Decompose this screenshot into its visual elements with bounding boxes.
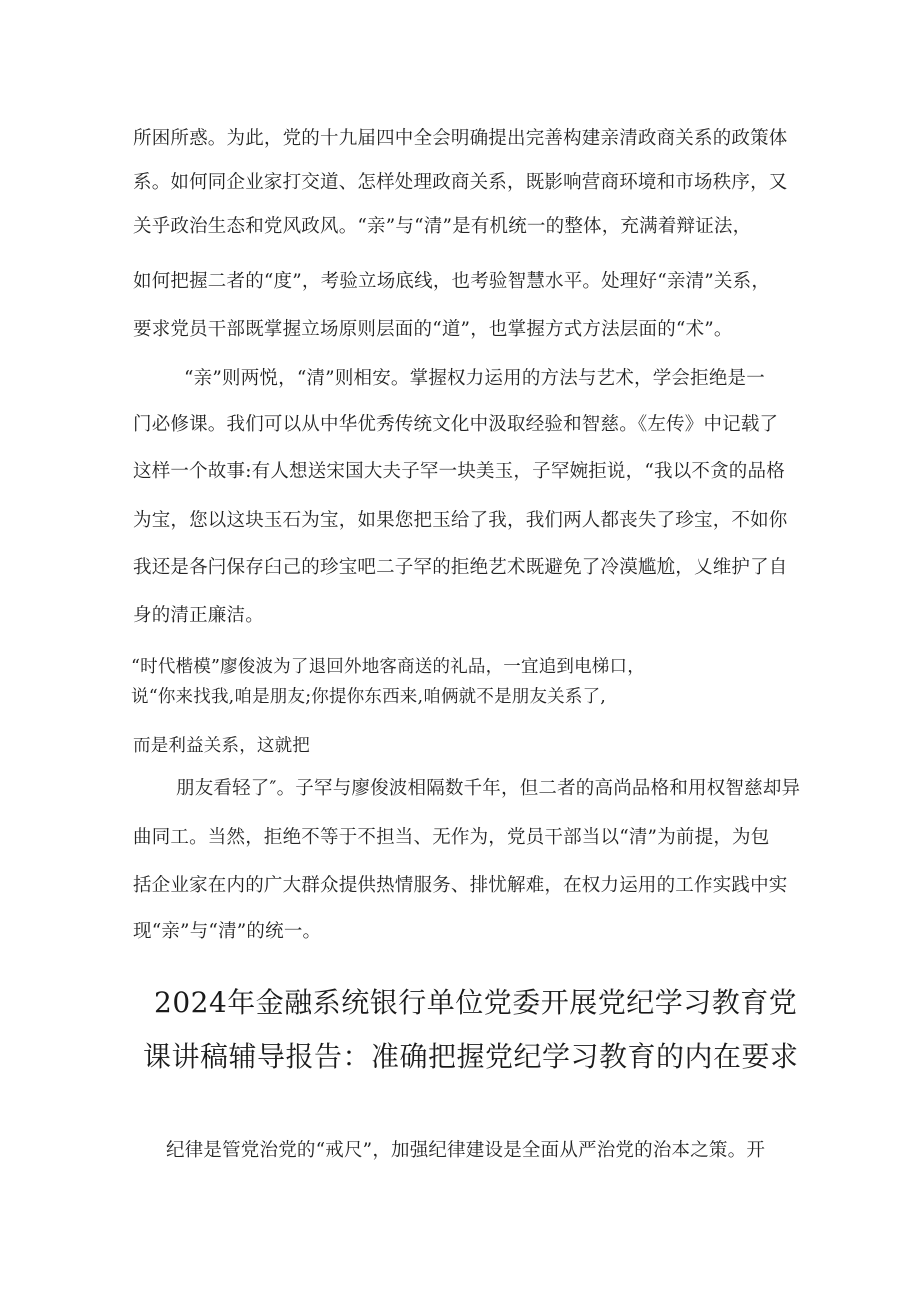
quote-line: 而是利益关系，这就把 [133, 736, 310, 756]
quote-line: 说“你来找我,咱是朋友;你提你东西来,咱俩就不是朋友关系了, [131, 687, 607, 707]
quote-line: “时代楷模”廖俊波为了退回外地客商送的礼品，一宜追到电梯口， [131, 657, 645, 677]
section-title-line: 2024年金融系统银行单位党委开展党纪学习教育党 [154, 986, 798, 1019]
paragraph-line: 系。如何同企业家打交道、怎样处理政商关系，既影响营商环境和市场秩序，又 [133, 172, 788, 193]
paragraph-line: 为宝，您以这块玉石为宝，如果您把玉给了我，我们两人都丧失了珍宝，不如你 [133, 510, 788, 531]
section-title-line: 课讲稿辅导报告：准确把握党纪学习教育的内在要求 [143, 1040, 799, 1073]
paragraph-line: 关乎政治生态和党风政风。“亲”与“清”是有机统一的整体，充满着辩证法， [133, 216, 752, 237]
paragraph-line: 要求党员干部既掌握立场原则层面的“道”，也掌握方式方法层面的“术”。 [133, 319, 733, 340]
paragraph-line: 我还是各闩保存臼己的珍宝吧二子罕的拒绝艺术既避免了冷漠尴尬，乂维护了自 [133, 557, 788, 578]
paragraph-line: 这样一个故事:有人想送宋国大夫子罕一块美玉，子罕婉拒说，“我以不贪的品格 [133, 461, 785, 482]
paragraph-line: 括企业家在内的广大群众提供热情服务、排忧解难，在权力运用的工作实践中实 [133, 875, 788, 896]
paragraph-line: 门必修课。我们可以从中华优秀传统文化中汲取经验和智慈。《左传》中记载了 [133, 414, 779, 435]
paragraph-line: 如何把握二者的“度”，考验立场底线，也考验智慧水平。处理好“亲清”关系， [133, 271, 771, 292]
paragraph-line: 朋友看轻了″。子罕与廖俊波相隔数千年，但二者的高尚品格和用权智慈却异 [176, 778, 801, 799]
paragraph-line: 身的清正廉洁。 [133, 605, 264, 626]
paragraph-line: “亲”则两悦，“清”则相安。掌握权力运用的方法与艺术，学会拒绝是一 [184, 368, 765, 389]
paragraph-line: 曲同工。当然，拒绝不等于不担当、无作为，党员干部当以“清”为前提，为包 [133, 827, 770, 848]
paragraph-line: 现“亲”与“清”的统一。 [133, 921, 322, 942]
paragraph-line: 所困所惑。为此，党的十九届四中全会明确提出完善构建亲清政商关系的政策体 [133, 128, 788, 149]
paragraph-line: 纪律是管党治党的“戒尺”，加强纪律建设是全面从严治党的治本之策。开 [166, 1140, 766, 1161]
